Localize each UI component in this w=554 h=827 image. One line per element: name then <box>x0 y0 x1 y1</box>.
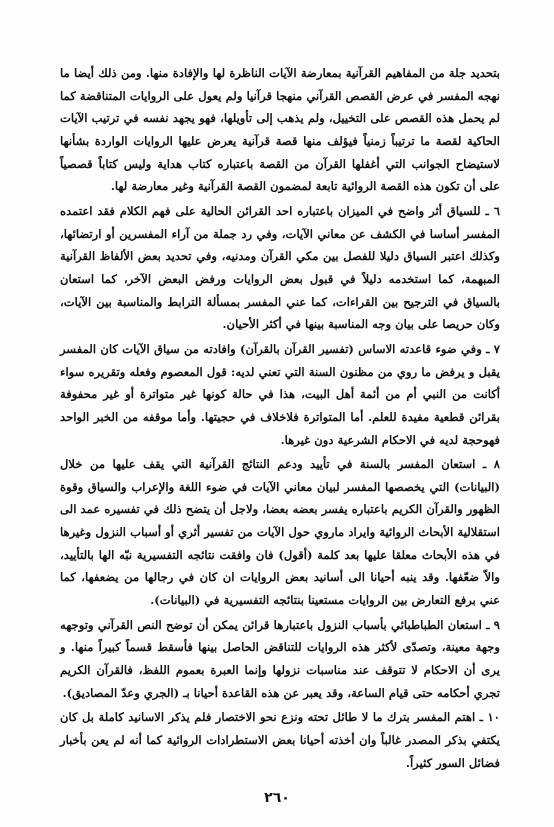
paragraph-9-occasions: ٩ ـ استعان الطباطبائي بأسباب النزول باعتبارها قرائن يمكن أن توضح النص القرآني وتوجهه وجهة معينة، وتصدّى لأكثر هذه الروايات للتناقض الحاصل بينها فأسقط قسماً كبيراً منها. و يرى أن الاحكام لا تتوقف عند مناسبات نزولها وإنما العبرة بعموم اللفظ، فالقرآن الكريم تجري أحكامه حتى قيام الساعة، وقد يعبر عن هذه القاعدة أحيانا بـ (الجري وعدّ المصاديق). <box>60 617 500 700</box>
paragraph-intro: بتحديد جلة من المفاهيم القرآنية بمعارضة الآيات الناظرة لها والإفادة منها. ومن ذلك أيضا ما نهجه المفسر في عرض القصص القرآني منهجا قرآنيا ولم يعول على الروايات المتناقضة كما لم يحمل هذه القصص على التخييل، ولم يذهب إلى تأويلها، فهو يجهد نفسه في ترتيب الآيات الحاكية لقصة ما ترتيباً زمنياً فيؤلف منها قصة قرآنية يعرض عليها الروايات الواردة بشأنها لاستيضاح الجوانب التي أغفلها القرآن من القصة باعتباره كتاب هداية وليس كتاباً قصصياً على أن تكون هذه القصة الروائية تابعة لمضمون القصة القرآنية وغير معارضة لها. <box>60 66 500 194</box>
paragraph-10-brevity: ١٠ ـ اهتم المفسر بترك ما لا طائل تحته ونزع نحو الاختصار فلم يذكر الاسانيد كاملة بل كان يكتفي بذكر المصدر غالباً وان أخذته أحيانا بعض الاستطرادات الروائية كما أنه لم يعن بأخبار فضائل السور كثيراً. <box>60 710 500 770</box>
main-text-block <box>60 62 500 774</box>
page-number: ٢٦٠ <box>264 790 290 806</box>
paragraph-7-sunnah: ٧ ـ وفي ضوء قاعدته الاساس (تفسير القرآن بالقرآن) وافادته من سياق الآيات كان المفسر يقبل و يرفض ما روي من مظنون السنة التي تعني لديه: قول المعصوم وفعله وتقريره سواء أكانت من النبي أم من أئمة أهل البيت، هذا في حالة كونها غير متواترة أو غير محفوفة بقرائن قطعية مفيدة للعلم. أما المتواترة فلاخلاف في حجيتها. وأما موقفه من الخبر الواحد فهوحجة لديه في الاحكام الشرعية دون غيرها. <box>60 341 500 447</box>
paragraph-6-context: ٦ ـ للسياق أثر واضح في الميزان باعتباره احد القرائن الحالية على فهم الكلام فقد اعتمده المفسر أساسا في الكشف عن معاني الآيات، وفي رد جملة من آراء المفسرين أو ارتضائها، وكذلك اعتبر السياق دليلا للفصل بين مكي القرآن ومدنيه، وفي تحديد بعض الألفاظ القرآنية المبهمة، كما استخدمه دليلاً في قبول بعض الروايات ورفض البعض الآخر، كما استعان بالسياق في الترجيح بين القراءات، كما عني المفسر بمسألة الترابط والمناسبة بين الآيات، وكان حريصا على بيان وجه المناسبة بينها في أكثر الأحيان. <box>60 203 500 332</box>
paragraph-8-narrations: ٨ ـ استعان المفسر بالسنة في تأييد ودعم النتائج القرآنية التي يقف عليها من خلال (البيانات) التي يخصصها المفسر لبيان معاني الآيات في ضوء اللغة والإعراب والسياق وقوة الظهور والقرآن الكريم باعتباره يفسر بعضه بعضا، ولاجل أن يتضح ذلك في تفسيره عمد الى استقلالية الأبحاث الروائية وايراد ماروي حول الآيات من تفسير أثري أو أسباب النزول وغيرها في هذه الأبحاث معلقا عليها بعد كلمة (أقول) فان وافقت نتائجه التفسيرية نبّه الها بالتأييد، والاّ ضعّفها. وقد ينبه أحيانا الى أسانيد بعض الروايات ان كان في رجالها من يضعفها، كما عني برفع التعارض بين الروايات مستعينا بنتائجه التفسيرية في (البيانات). <box>60 457 500 608</box>
